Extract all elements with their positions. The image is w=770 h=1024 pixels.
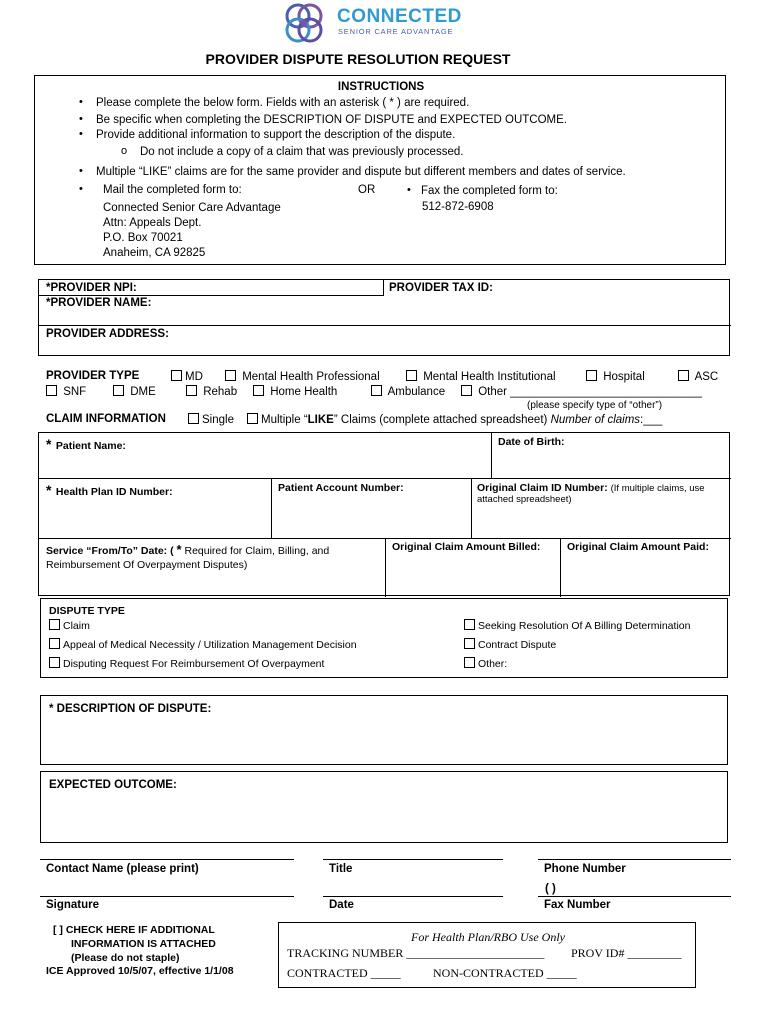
prov-id-field[interactable]: PROV ID# _________ [571,946,682,960]
amount-paid-field[interactable]: Original Claim Amount Paid: [567,541,709,553]
other-note: (please specify type of “other”) [527,400,663,411]
patient-section [38,432,730,596]
expected-outcome-field[interactable] [40,771,728,843]
patient-account-field[interactable]: Patient Account Number: [278,482,404,494]
expected-outcome-label: EXPECTED OUTCOME: [49,779,177,791]
description-label: * DESCRIPTION OF DISPUTE: [49,703,212,715]
checkbox-billing-determination[interactable]: Seeking Resolution Of A Billing Determination [464,619,690,632]
phone-number-field[interactable]: Phone Number [544,863,626,875]
instruction-2: Be specific when completing the DESCRIPTION OF DISPUTE and EXPECTED OUTCOME. [96,114,568,126]
description-of-dispute-field[interactable] [40,695,728,765]
signature-field[interactable]: Signature [46,899,100,911]
checkbox-asc[interactable]: ASC [678,370,718,383]
additional-info-line3: (Please do not staple) [71,952,180,964]
checkbox-rehab[interactable]: Rehab [186,385,237,398]
instruction-4: Multiple “LIKE” claims are for the same provider and dispute but different members and dates of service. [96,166,626,178]
checkbox-md[interactable]: MD [171,370,203,383]
mail-address-4: Anaheim, CA 92825 [103,247,206,259]
mail-instruction: Mail the completed form to: [103,184,242,196]
instruction-3a: Do not include a copy of a claim that was previously processed. [140,146,464,158]
mail-address-2: Attn: Appeals Dept. [103,217,202,229]
checkbox-contract-dispute[interactable]: Contract Dispute [464,638,556,651]
dispute-type-section [40,598,728,678]
contact-name-field[interactable]: Contact Name (please print) [46,863,199,875]
checkbox-dme[interactable]: DME [113,385,156,398]
mail-address-1: Connected Senior Care Advantage [103,202,281,214]
instruction-3: Provide additional information to support the description of the dispute. [96,129,456,141]
dispute-type-label: DISPUTE TYPE [49,605,125,617]
date-field[interactable]: Date [329,899,354,911]
provider-name-field[interactable]: *PROVIDER NAME: [46,297,152,309]
logo [281,1,481,45]
title-field[interactable]: Title [329,863,353,875]
checkbox-snf[interactable]: SNF [46,385,86,398]
health-plan-use-label: For Health Plan/RBO Use Only [411,930,565,944]
logo-icon [281,1,327,45]
amount-billed-field[interactable]: Original Claim Amount Billed: [392,541,541,553]
or-label: OR [358,184,376,196]
instructions-heading: INSTRUCTIONS [337,81,425,93]
provider-tax-id-field[interactable]: PROVIDER TAX ID: [389,282,493,294]
checkbox-reimbursement[interactable]: Disputing Request For Reimbursement Of Overpayment [49,657,324,670]
service-dates-field[interactable]: Service “From/To” Date: ( * Required for Claim, Billing, and [46,542,330,557]
non-contracted-field[interactable]: NON-CONTRACTED _____ [433,966,577,980]
original-claim-id-field[interactable]: Original Claim ID Number: (If multiple claims, use [477,482,705,494]
checkbox-ambulance[interactable]: Ambulance [371,385,445,398]
health-plan-id-field[interactable]: * Health Plan ID Number: [46,482,173,498]
provider-section [38,279,730,356]
checkbox-claim[interactable]: Claim [49,619,90,632]
checkbox-mental-health-professional[interactable]: Mental Health Professional [225,370,380,383]
health-plan-use-box [278,922,696,988]
additional-info-checkbox[interactable]: [ ] CHECK HERE IF ADDITIONAL [53,924,215,936]
ice-approval-note: ICE Approved 10/5/07, effective 1/1/08 [46,965,234,977]
instruction-1: Please complete the below form. Fields with an asterisk ( * ) are required. [96,97,470,109]
logo-brand: CONNECTED [337,6,462,27]
provider-npi-field[interactable]: *PROVIDER NPI: [46,282,137,294]
date-of-birth-field[interactable]: Date of Birth: [498,436,565,448]
fax-number: 512-872-6908 [422,201,494,213]
checkbox-other-dispute[interactable]: Other: [464,657,507,670]
mail-address-3: P.O. Box 70021 [103,232,183,244]
additional-info-line2: INFORMATION IS ATTACHED [71,938,216,950]
phone-paren: ( ) [545,883,556,895]
checkbox-hospital[interactable]: Hospital [586,370,645,383]
checkbox-multiple[interactable]: Multiple “LIKE” Claims (complete attached spreadsheet) Number of claims:___ [247,413,662,426]
page-title: PROVIDER DISPUTE RESOLUTION REQUEST [205,51,511,67]
checkbox-mental-health-institutional[interactable]: Mental Health Institutional [406,370,556,383]
instructions-box: INSTRUCTIONS • Please complete the below form. Fields with an asterisk ( * ) are required. • Be specific when completing the DESCRIPTION OF DISPUTE and EXPECTED OUTCOME. • Provide additional information to support the description of the dispute. o Do not include a copy of a claim that was previously processed. • Multiple “LIKE” claims are for the same provider and dispute but different members and dates of service. • Mail the completed form to: OR • Fax the completed form to: 512-872-6908 Connected Senior Care Advantage Attn: Appeals Dept. P.O. Box 70021 Anaheim, CA 92825 [34,75,726,265]
checkbox-home-health[interactable]: Home Health [253,385,337,398]
checkbox-appeal[interactable]: Appeal of Medical Necessity / Utilization Management Decision [49,638,357,651]
checkbox-other[interactable]: Other ______________________________ [461,385,702,398]
fax-number-field[interactable]: Fax Number [544,899,611,911]
provider-address-field[interactable]: PROVIDER ADDRESS: [46,328,169,340]
fax-instruction: Fax the completed form to: [421,185,558,197]
checkbox-single[interactable]: Single [188,413,234,426]
tracking-number-field[interactable]: TRACKING NUMBER _______________________ [287,946,545,960]
claim-info-label: CLAIM INFORMATION [46,413,166,425]
contracted-field[interactable]: CONTRACTED _____ [287,966,401,980]
patient-name-field[interactable]: * Patient Name: [46,436,126,452]
service-dates-note: Reimbursement Of Overpayment Disputes) [46,559,248,571]
original-claim-id-note: attached spreadsheet) [477,494,572,505]
logo-tagline: SENIOR CARE ADVANTAGE [338,27,454,36]
provider-type-label: PROVIDER TYPE [46,370,140,382]
